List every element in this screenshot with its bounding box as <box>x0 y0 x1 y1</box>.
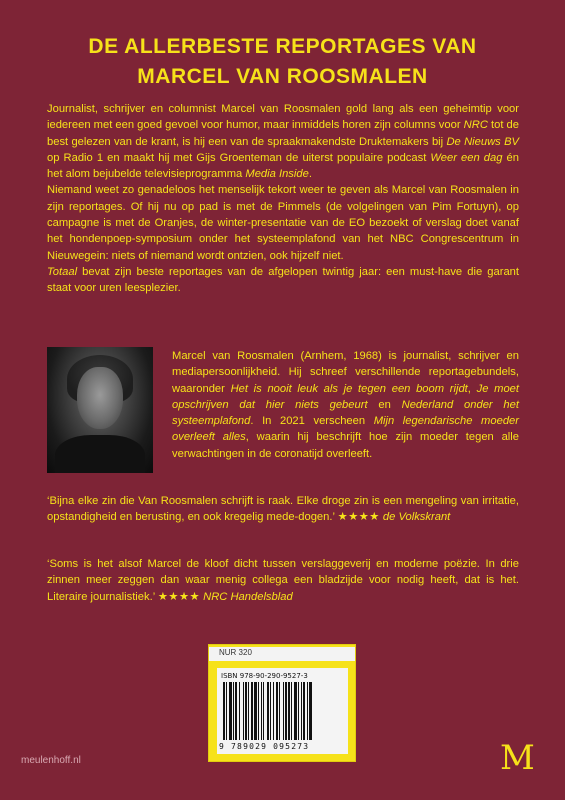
nur-code: NUR 320 <box>219 648 252 657</box>
blurb-title-ref: De Nieuws BV <box>446 135 520 148</box>
barcode-bar <box>270 682 271 740</box>
isbn-number: ISBN 978-90-290-9527-3 <box>221 672 308 680</box>
barcode-bar <box>243 682 244 740</box>
quote-text: ‘Soms is het alsof Marcel de kloof dicht tussen verslaggeverij en moderne poëzie. In drie zinnen meer zeggen dan waar menig collega een bladzijde voor nodig heeft, dat is het. Literaire journalistiek.’ <box>47 558 519 603</box>
barcode-bar <box>261 682 262 740</box>
barcode-bar <box>254 682 257 740</box>
barcode-bar <box>307 682 308 740</box>
blurb-title-ref: NRC <box>463 119 488 132</box>
bio-title-ref: Mijn legendarische moeder overleeft alles <box>172 415 519 444</box>
barcode-bar <box>263 682 264 740</box>
barcode-bar <box>248 682 249 740</box>
author-photo <box>47 347 153 473</box>
barcode-bar <box>276 682 278 740</box>
publisher-website: meulenhoff.nl <box>21 755 81 766</box>
barcode <box>217 668 348 754</box>
publisher-logo: M <box>500 738 535 778</box>
barcode-bar <box>309 682 312 740</box>
title-line-2: MARCEL VAN ROOSMALEN <box>137 65 428 88</box>
review-quote <box>47 556 519 605</box>
barcode-bar <box>288 682 290 740</box>
barcode-bar <box>303 682 305 740</box>
barcode-bar <box>258 682 259 740</box>
photo-shoulders <box>55 435 145 473</box>
barcode-bar <box>279 682 280 740</box>
blurb-paragraph-2: Niemand weet zo genadeloos het menselijk tekort weer te geven als Marcel van Roosmalen in zijn reportages. Of hij nu op pad is met de Pimmels (de volgelingen van Pim Fortuyn), op campagne is met de Oranjes, de winter-presentatie van de EO bezoekt of verslag doet vanaf het hondenpoep-symposium onder het systeemplafond van het NBC Congrescentrum in Nieuwegein: niets of niemand wordt ontzien, ook hijzelf niet. <box>47 184 519 262</box>
book-title <box>0 32 565 92</box>
barcode-bar <box>298 682 299 740</box>
ean-number: 9 789029 095273 <box>219 742 310 751</box>
blurb-title-ref: Weer een dag <box>430 151 503 164</box>
blurb-text: én het alom bejubelde televisieprogramma <box>47 151 519 181</box>
barcode-bar <box>294 682 297 740</box>
blurb-paragraph-3 <box>47 264 519 297</box>
blurb-text: Journalist, schrijver en columnist Marcel van Roosmalen gold lang als een geheimtip voor iedereen met een goed gevoel voor humor, maar inmiddels horen zijn columns voor <box>47 103 519 132</box>
barcode-bar <box>239 682 240 740</box>
star-rating: ★★★★ <box>337 511 380 524</box>
barcode-bar <box>291 682 292 740</box>
blurb-paragraph-1 <box>47 101 519 182</box>
barcode-bar <box>235 682 237 740</box>
bio-title-ref: Het is nooit leuk als je tegen een boom rijdt <box>230 382 468 395</box>
bio-text: , waarin hij beschrijft hoe zijn moeder tegen alle verwachtingen in de coronatijd overleeft. <box>172 431 520 460</box>
barcode-bar <box>251 682 253 740</box>
bio-text: Marcel van Roosmalen (Arnhem, 1968) is journalist, schrijver en mediapersoonlijkheid. Hij schreef verschillende reportagebundels, waaronder <box>172 350 519 395</box>
photo-face <box>77 367 123 429</box>
blurb-title-ref: Media Inside <box>245 168 309 181</box>
review-quote <box>47 493 519 526</box>
book-blurb <box>47 101 519 297</box>
barcode-bars <box>223 682 343 740</box>
blurb-text: op Radio 1 en maakt hij met Gijs Groenteman de uiterst populaire podcast <box>47 151 431 164</box>
barcode-bar <box>273 682 274 740</box>
barcode-bar <box>285 682 287 740</box>
barcode-bar <box>267 682 269 740</box>
barcode-bar <box>229 682 232 740</box>
barcode-bar <box>245 682 247 740</box>
star-rating: ★★★★ <box>157 590 201 603</box>
barcode-box <box>208 644 356 762</box>
quote-text: ‘Bijna elke zin die Van Roosmalen schrijft is raak. Elke droge zin is een mengeling van irritatie, opstandigheid en berusting, en ook kregelig mede-dogen.’ <box>47 495 519 524</box>
quote-source: NRC Handelsblad <box>203 590 293 603</box>
bio-text: . In 2021 verscheen <box>250 415 374 428</box>
author-bio <box>172 348 519 462</box>
blurb-text: bevat zijn beste reportages van de afgelopen twintig jaar: een must-have die garant staat voor uren leesplezier. <box>47 265 519 295</box>
barcode-bar <box>301 682 302 740</box>
blurb-title-ref: Totaal <box>47 265 78 278</box>
barcode-bar <box>233 682 234 740</box>
bio-title-ref: Je moet opschrijven dat hier niets gebeurt <box>172 382 519 411</box>
barcode-bar <box>223 682 225 740</box>
bio-text: , <box>467 382 477 395</box>
nur-label-strip <box>209 647 355 661</box>
blurb-text: . <box>308 168 312 181</box>
title-line-1: DE ALLERBESTE REPORTAGES VAN <box>88 35 477 58</box>
quote-source: de Volkskrant <box>382 511 451 524</box>
bio-text: en <box>367 398 402 411</box>
bio-title-ref: Nederland onder het systeemplafond <box>172 398 519 428</box>
barcode-bar <box>226 682 227 740</box>
barcode-bar <box>283 682 284 740</box>
blurb-text: tot de best gelezen van de krant, is hij een van de spraakmakendste Druktemakers bij <box>47 119 520 148</box>
